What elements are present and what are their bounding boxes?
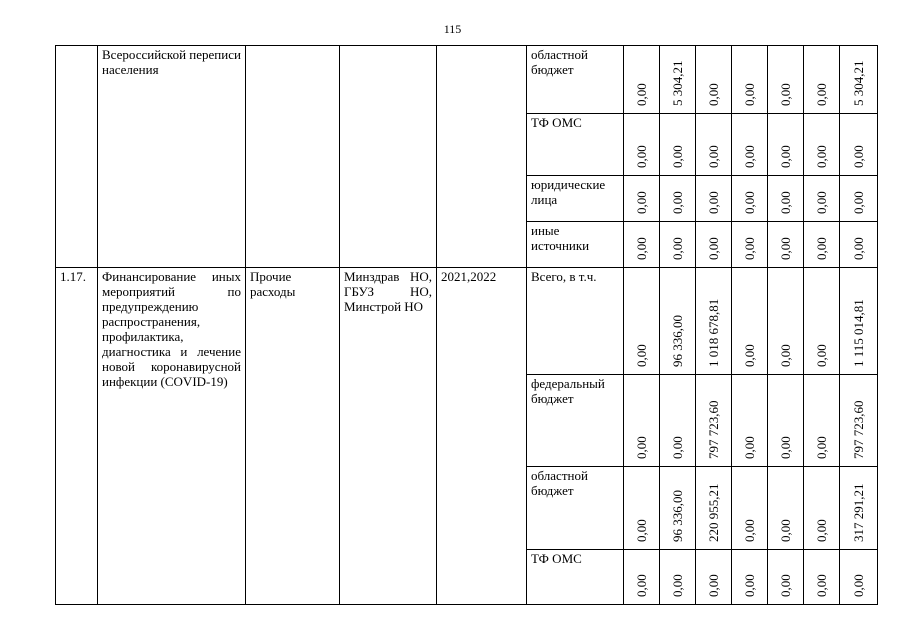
value-cell <box>732 222 768 268</box>
value-text: 0,00 <box>813 344 829 367</box>
value-cell <box>732 176 768 222</box>
value-text: 0,00 <box>633 237 649 260</box>
value-cell <box>660 268 696 375</box>
value-cell <box>696 46 732 114</box>
value-text: 0,00 <box>777 145 793 168</box>
value-cell <box>840 176 878 222</box>
value-text: 5 304,21 <box>850 60 866 106</box>
value-cell <box>696 222 732 268</box>
value-cell <box>732 375 768 467</box>
value-text: 5 304,21 <box>669 60 685 106</box>
value-cell <box>768 46 804 114</box>
funding-source-cell: областной бюджет <box>527 467 624 550</box>
value-cell <box>804 46 840 114</box>
value-cell <box>660 467 696 550</box>
value-text: 0,00 <box>741 574 757 597</box>
funding-source-cell: Всего, в т.ч. <box>527 268 624 375</box>
value-cell <box>840 114 878 176</box>
value-text: 797 723,60 <box>705 400 721 459</box>
value-text: 0,00 <box>633 436 649 459</box>
value-cell <box>840 375 878 467</box>
value-cell <box>840 550 878 605</box>
value-cell <box>660 550 696 605</box>
row-index-cell: 1.17. <box>56 268 98 605</box>
value-text: 0,00 <box>741 436 757 459</box>
value-text: 0,00 <box>813 519 829 542</box>
page-number: 115 <box>443 22 462 36</box>
value-text: 0,00 <box>633 83 649 106</box>
value-cell <box>696 176 732 222</box>
value-cell <box>840 222 878 268</box>
value-cell <box>696 268 732 375</box>
value-text: 96 336,00 <box>669 315 685 367</box>
executor-cell <box>340 46 437 268</box>
value-text: 0,00 <box>741 191 757 214</box>
value-text: 0,00 <box>705 191 721 214</box>
value-text: 0,00 <box>633 344 649 367</box>
value-text: 797 723,60 <box>850 400 866 459</box>
value-text: 0,00 <box>777 574 793 597</box>
value-cell <box>660 114 696 176</box>
value-text: 317 291,21 <box>850 483 866 542</box>
value-cell <box>624 222 660 268</box>
value-text: 0,00 <box>850 574 866 597</box>
measure-name-cell: Всероссийской переписи населения <box>98 46 246 268</box>
value-cell <box>696 467 732 550</box>
value-cell <box>840 46 878 114</box>
value-text: 0,00 <box>850 145 866 168</box>
value-text: 0,00 <box>705 237 721 260</box>
measure-name-cell: Финансирование иных мероприятий по предупреждению распространения, профилактика, диагностика и лечение новой коронавирусной инфекции (COVID-19) <box>98 268 246 605</box>
value-text: 0,00 <box>850 237 866 260</box>
value-text: 0,00 <box>741 237 757 260</box>
value-cell <box>840 467 878 550</box>
funding-source-cell: ТФ ОМС <box>527 550 624 605</box>
value-cell <box>768 268 804 375</box>
years-cell: 2021,2022 <box>437 268 527 605</box>
value-text: 0,00 <box>813 191 829 214</box>
value-text: 1 018 678,81 <box>705 298 721 367</box>
value-cell <box>804 268 840 375</box>
value-cell <box>768 375 804 467</box>
value-cell <box>768 467 804 550</box>
value-text: 0,00 <box>669 574 685 597</box>
value-cell <box>732 467 768 550</box>
funding-source-cell: федеральный бюджет <box>527 375 624 467</box>
value-text: 0,00 <box>741 519 757 542</box>
value-cell <box>804 550 840 605</box>
value-cell <box>624 268 660 375</box>
financing-table <box>55 45 878 605</box>
funding-source-cell: иные источники <box>527 222 624 268</box>
value-cell <box>732 114 768 176</box>
funding-source-cell: юридические лица <box>527 176 624 222</box>
value-cell <box>804 176 840 222</box>
value-cell <box>840 268 878 375</box>
value-text: 0,00 <box>777 344 793 367</box>
value-text: 0,00 <box>633 191 649 214</box>
value-cell <box>696 550 732 605</box>
value-text: 0,00 <box>813 83 829 106</box>
value-text: 0,00 <box>633 145 649 168</box>
value-cell <box>768 550 804 605</box>
funding-source-cell: областной бюджет <box>527 46 624 114</box>
value-text: 0,00 <box>813 237 829 260</box>
value-cell <box>624 375 660 467</box>
value-cell <box>624 114 660 176</box>
value-text: 0,00 <box>777 83 793 106</box>
expense-type-cell: Прочие расходы <box>246 268 340 605</box>
value-text: 0,00 <box>777 191 793 214</box>
value-text: 0,00 <box>741 344 757 367</box>
value-text: 0,00 <box>705 83 721 106</box>
value-text: 0,00 <box>850 191 866 214</box>
value-text: 0,00 <box>705 145 721 168</box>
value-text: 0,00 <box>813 145 829 168</box>
value-text: 96 336,00 <box>669 490 685 542</box>
value-text: 0,00 <box>633 574 649 597</box>
value-cell <box>804 114 840 176</box>
value-cell <box>624 467 660 550</box>
value-text: 0,00 <box>741 83 757 106</box>
value-text: 0,00 <box>669 145 685 168</box>
value-text: 0,00 <box>813 574 829 597</box>
value-text: 1 115 014,81 <box>850 299 866 367</box>
value-text: 0,00 <box>669 237 685 260</box>
executor-cell: Минздрав НО, ГБУЗ НО, Минстрой НО <box>340 268 437 605</box>
value-text: 0,00 <box>741 145 757 168</box>
row-index-cell <box>56 46 98 268</box>
value-cell <box>660 176 696 222</box>
expense-type-cell <box>246 46 340 268</box>
value-text: 0,00 <box>705 574 721 597</box>
value-text: 0,00 <box>669 191 685 214</box>
value-text: 220 955,21 <box>705 483 721 542</box>
table-row <box>56 268 878 375</box>
value-cell <box>804 375 840 467</box>
value-text: 0,00 <box>669 436 685 459</box>
value-cell <box>660 375 696 467</box>
value-cell <box>732 268 768 375</box>
value-cell <box>768 222 804 268</box>
value-text: 0,00 <box>633 519 649 542</box>
value-cell <box>768 114 804 176</box>
value-cell <box>624 46 660 114</box>
value-cell <box>696 375 732 467</box>
table-row <box>56 46 878 114</box>
value-text: 0,00 <box>777 237 793 260</box>
value-cell <box>660 46 696 114</box>
value-cell <box>732 46 768 114</box>
value-text: 0,00 <box>777 436 793 459</box>
value-cell <box>660 222 696 268</box>
value-text: 0,00 <box>777 519 793 542</box>
value-cell <box>696 114 732 176</box>
funding-source-cell: ТФ ОМС <box>527 114 624 176</box>
value-cell <box>624 550 660 605</box>
value-text: 0,00 <box>813 436 829 459</box>
value-cell <box>768 176 804 222</box>
years-cell <box>437 46 527 268</box>
value-cell <box>804 222 840 268</box>
value-cell <box>624 176 660 222</box>
value-cell <box>804 467 840 550</box>
value-cell <box>732 550 768 605</box>
